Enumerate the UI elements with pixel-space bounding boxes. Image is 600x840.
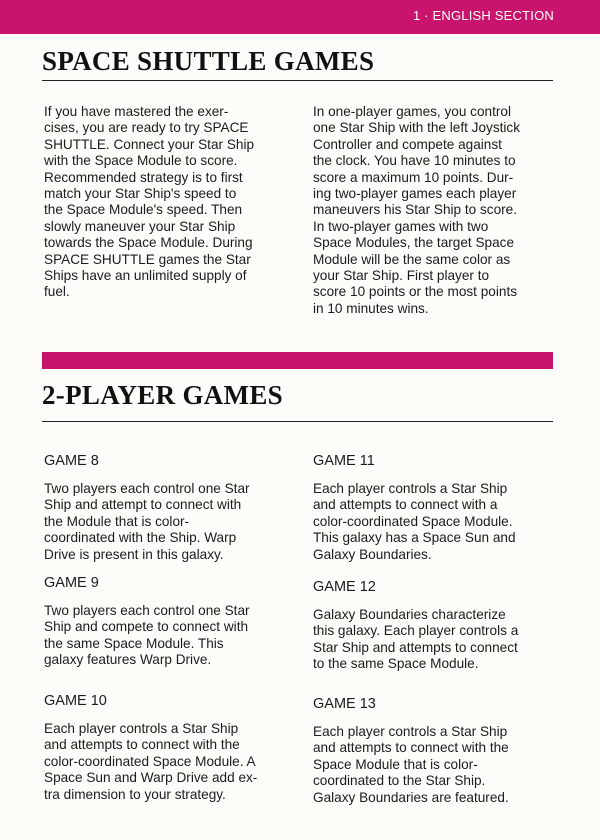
game-9-entry	[44, 575, 294, 669]
game-description: Two players each control one Star Ship and compete to connect with the same Space Module. This galaxy features Warp Drive.	[44, 603, 250, 668]
game-description: Each player controls a Star Ship and attempts to connect with the Space Module that is color- coordinated to the Star Ship. Galaxy Boundaries are featured.	[313, 724, 509, 805]
section-tag: 1 · ENGLISH SECTION	[412, 8, 554, 23]
section-band	[42, 352, 553, 369]
game-heading: GAME 12	[313, 579, 376, 595]
header-band	[0, 0, 600, 34]
intro-paragraph-right: In one-player games, you control one Star Ship with the left Joystick Controller and compete against the clock. You have 10 minutes to score a maximum 10 points. Dur- ing two-player games each player maneuvers his Star Ship to score. In two-player games with two Space Modules, the target Space Module will be the same color as your Star Ship. First player to score 10 points or the most points in 10 minutes wins.	[313, 104, 521, 316]
title-divider	[42, 421, 553, 422]
title-divider	[42, 80, 553, 81]
space-shuttle-games-title: SPACE SHUTTLE GAMES	[42, 46, 375, 76]
game-13-entry	[313, 696, 563, 806]
game-12-entry	[313, 579, 563, 673]
game-heading: GAME 8	[44, 453, 99, 469]
game-description: Each player controls a Star Ship and attempts to connect with a color-coordinated Space Module. This galaxy has a Space Sun and Galaxy Boundaries.	[313, 481, 516, 562]
intro-paragraph-left: If you have mastered the exer- cises, you are ready to try SPACE SHUTTLE. Connect your Star Ship with the Space Module to score. Recommended strategy is to first match your Star Ship's speed to the Space Module's speed. Then slowly maneuver your Star Ship towards the Space Module. During SPACE SHUTTLE games the Star Ships have an unlimited supply of fuel.	[44, 104, 255, 300]
game-heading: GAME 9	[44, 575, 99, 591]
two-player-games-title: 2-PLAYER GAMES	[42, 380, 283, 410]
game-8-entry	[44, 453, 294, 563]
game-11-entry	[313, 453, 563, 563]
game-description: Each player controls a Star Ship and attempts to connect with the color-coordinated Space Module. A Space Sun and Warp Drive add ex- tra dimension to your strategy.	[44, 721, 258, 802]
game-heading: GAME 11	[313, 453, 375, 469]
game-10-entry	[44, 693, 294, 803]
game-heading: GAME 10	[44, 693, 107, 709]
game-description: Galaxy Boundaries characterize this galaxy. Each player controls a Star Ship and attempts to connect to the same Space Module.	[313, 607, 519, 672]
game-heading: GAME 13	[313, 696, 376, 712]
game-description: Two players each control one Star Ship and attempt to connect with the Module that is color- coordinated with the Ship. Warp Drive is present in this galaxy.	[44, 481, 250, 562]
